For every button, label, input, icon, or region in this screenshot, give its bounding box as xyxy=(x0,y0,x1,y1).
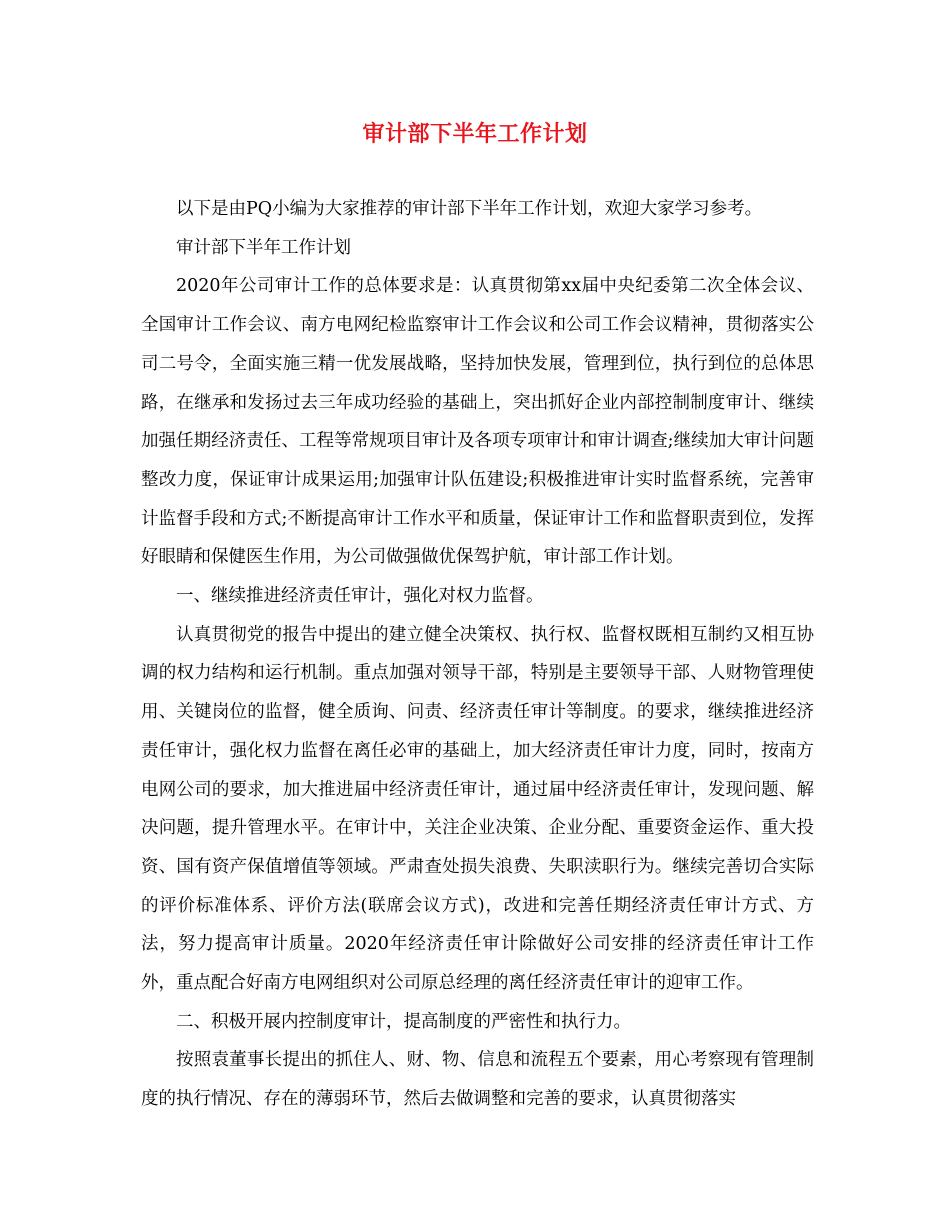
section-heading-1: 一、继续推进经济责任审计，强化对权力监督。 xyxy=(176,586,544,607)
paragraph-intro: 以下是由PQ小编为大家推荐的审计部下半年工作计划，欢迎大家学习参考。 xyxy=(176,199,763,219)
document-title: 审计部下半年工作计划 xyxy=(362,121,588,147)
paragraph-overall-requirements: 2020年公司审计工作的总体要求是：认真贯彻第xx届中央纪委第二次全体会议、全国审计工作会议、南方电网纪检监察审计工作会议和公司工作会议精神，贯彻落实公司二号令，全面实施三精一优发展战略，坚持加快发展，管理到位，执行到位的总体思路，在继承和发扬过去三年成功经验的基础上，突出抓好企业内部控制制度审计、继续加强任期经济责任、工程等常规项目审计及各项专项审计和审计调查;继续加大审计问题整改力度，保证审计成果运用;加强审计队伍建设;积极推进审计实时监督系统，完善审计监督手段和方式;不断提高审计工作水平和质量，保证审计工作和监督职责到位，发挥好眼睛和保健医生作用，为公司做强做优保驾护航，审计部工作计划。 xyxy=(141,276,814,568)
paragraph-section-2: 按照袁董事长提出的抓住人、财、物、信息和流程五个要素，用心考察现有管理制度的执行情况、存在的薄弱环节，然后去做调整和完善的要求，认真贯彻落实 xyxy=(141,1050,814,1110)
paragraph-subtitle: 审计部下半年工作计划 xyxy=(176,237,351,258)
document-body xyxy=(141,190,814,1119)
section-heading-2: 二、积极开展内控制度审计，提高制度的严密性和执行力。 xyxy=(176,1011,631,1032)
paragraph-section-1: 认真贯彻党的报告中提出的建立健全决策权、执行权、监督权既相互制约又相互协调的权力结构和运行机制。重点加强对领导干部，特别是主要领导干部、人财物管理使用、关键岗位的监督，健全质询、问责、经济责任审计等制度。的要求，继续推进经济责任审计，强化权力监督在离任必审的基础上，加大经济责任审计力度，同时，按南方电网公司的要求，加大推进届中经济责任审计，通过届中经济责任审计，发现问题、解决问题，提升管理水平。在审计中，关注企业决策、企业分配、重要资金运作、重大投资、国有资产保值增值等领域。严肃查处损失浪费、失职渎职行为。继续完善切合实际的评价标准体系、评价方法(联席会议方式)，改进和完善任期经济责任审计方式、方法，努力提高审计质量。2020年经济责任审计除做好公司安排的经济责任审计工作外，重点配合好南方电网组织对公司原总经理的离任经济责任审计的迎审工作。 xyxy=(141,624,814,994)
